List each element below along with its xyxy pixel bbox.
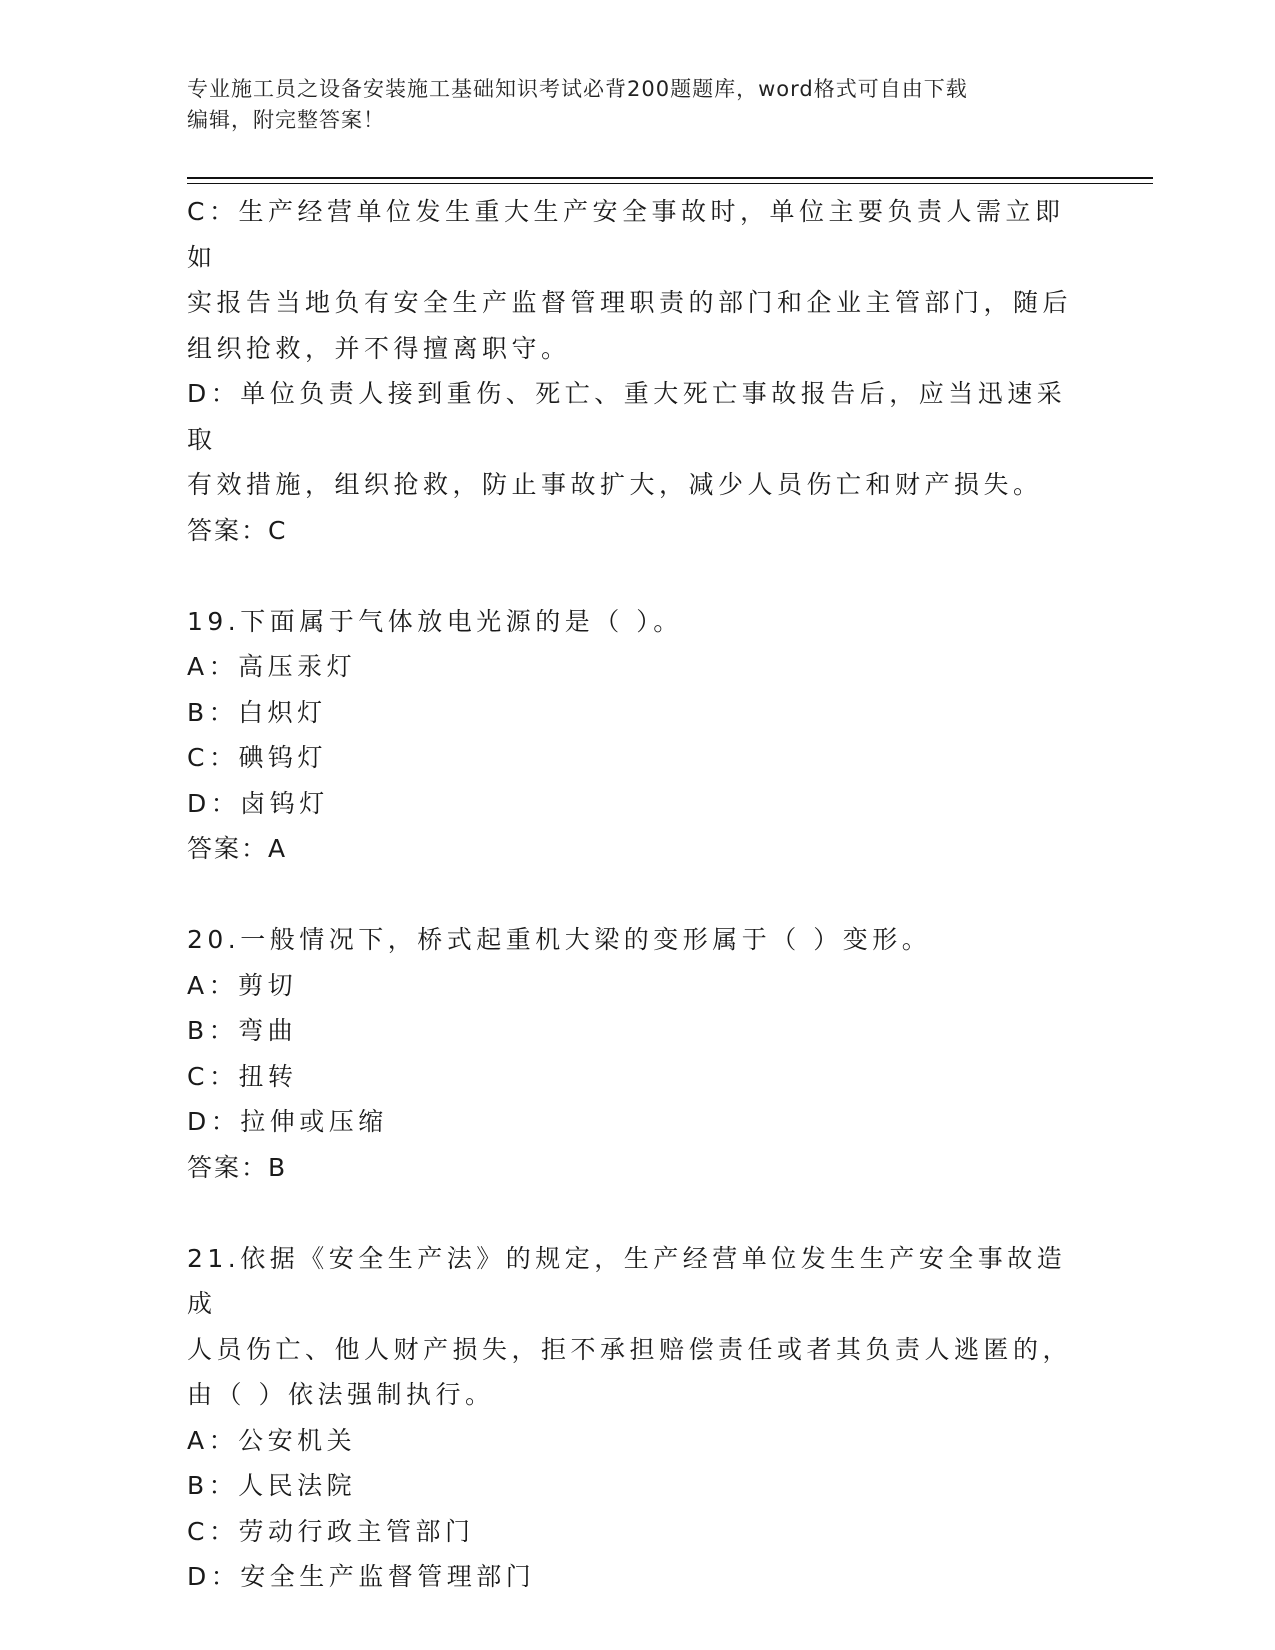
header-divider-thick [187,177,1153,179]
option-d: D：拉伸或压缩 [187,1107,388,1136]
question-21 [187,1236,1087,1600]
question-answer: 答案：A [187,834,288,863]
option-d: D：卤钨灯 [187,788,329,818]
option-b: B：白炽灯 [187,697,327,727]
option-line: 实报告当地负有安全生产监督管理职责的部门和企业主管部门，随后 [187,288,1073,317]
question-stem: 20.一般情况下，桥式起重机大梁的变形属于（ ）变形。 [187,925,932,954]
question-stem-line: 人员伤亡、他人财产损失，拒不承担赔偿责任或者其负责人逃匿的， [187,1334,1073,1364]
option-c: C：扭转 [187,1061,298,1091]
header-title-line-1: 专业施工员之设备安装施工基础知识考试必背200题题库，word格式可自由下载 [187,77,968,101]
spacer [187,1190,1087,1236]
question-stem: 19.下面属于气体放电光源的是（ ）。 [187,606,683,636]
question-19 [187,599,1087,872]
option-line: 组织抢救，并不得擅离职守。 [187,333,571,363]
question-stem-line: 21.依据《安全生产法》的规定，生产经营单位发生生产安全事故造成 [187,1243,1067,1318]
option-a: A：公安机关 [187,1425,357,1455]
option-b: B：弯曲 [187,1016,298,1045]
prev-question-option-c [187,189,1087,371]
question-20 [187,917,1087,1190]
option-a: A：剪切 [187,970,298,1000]
question-answer: 答案：B [187,1152,288,1182]
option-c: C：碘钨灯 [187,743,327,772]
option-line: D：单位负责人接到重伤、死亡、重大死亡事故报告后，应当迅速采取 [187,379,1067,454]
header-title-line-2: 编辑，附完整答案！ [187,108,385,132]
option-a: A：高压汞灯 [187,652,357,681]
option-line: 有效措施，组织抢救，防止事故扩大，减少人员伤亡和财产损失。 [187,470,1043,499]
spacer [187,553,1087,599]
header-divider-thin [187,183,1153,184]
option-c: C：劳动行政主管部门 [187,1516,475,1546]
prev-question-option-d [187,371,1087,508]
document-header [187,74,1067,136]
option-d: D：安全生产监督管理部门 [187,1562,536,1591]
question-stem-line: 由（ ）依法强制执行。 [187,1380,495,1409]
prev-question-answer: 答案：C [187,515,288,545]
option-b: B：人民法院 [187,1471,357,1500]
spacer [187,872,1087,918]
document-body [187,189,1087,1600]
option-line: C：生产经营单位发生重大生产安全事故时，单位主要负责人需立即如 [187,197,1065,272]
